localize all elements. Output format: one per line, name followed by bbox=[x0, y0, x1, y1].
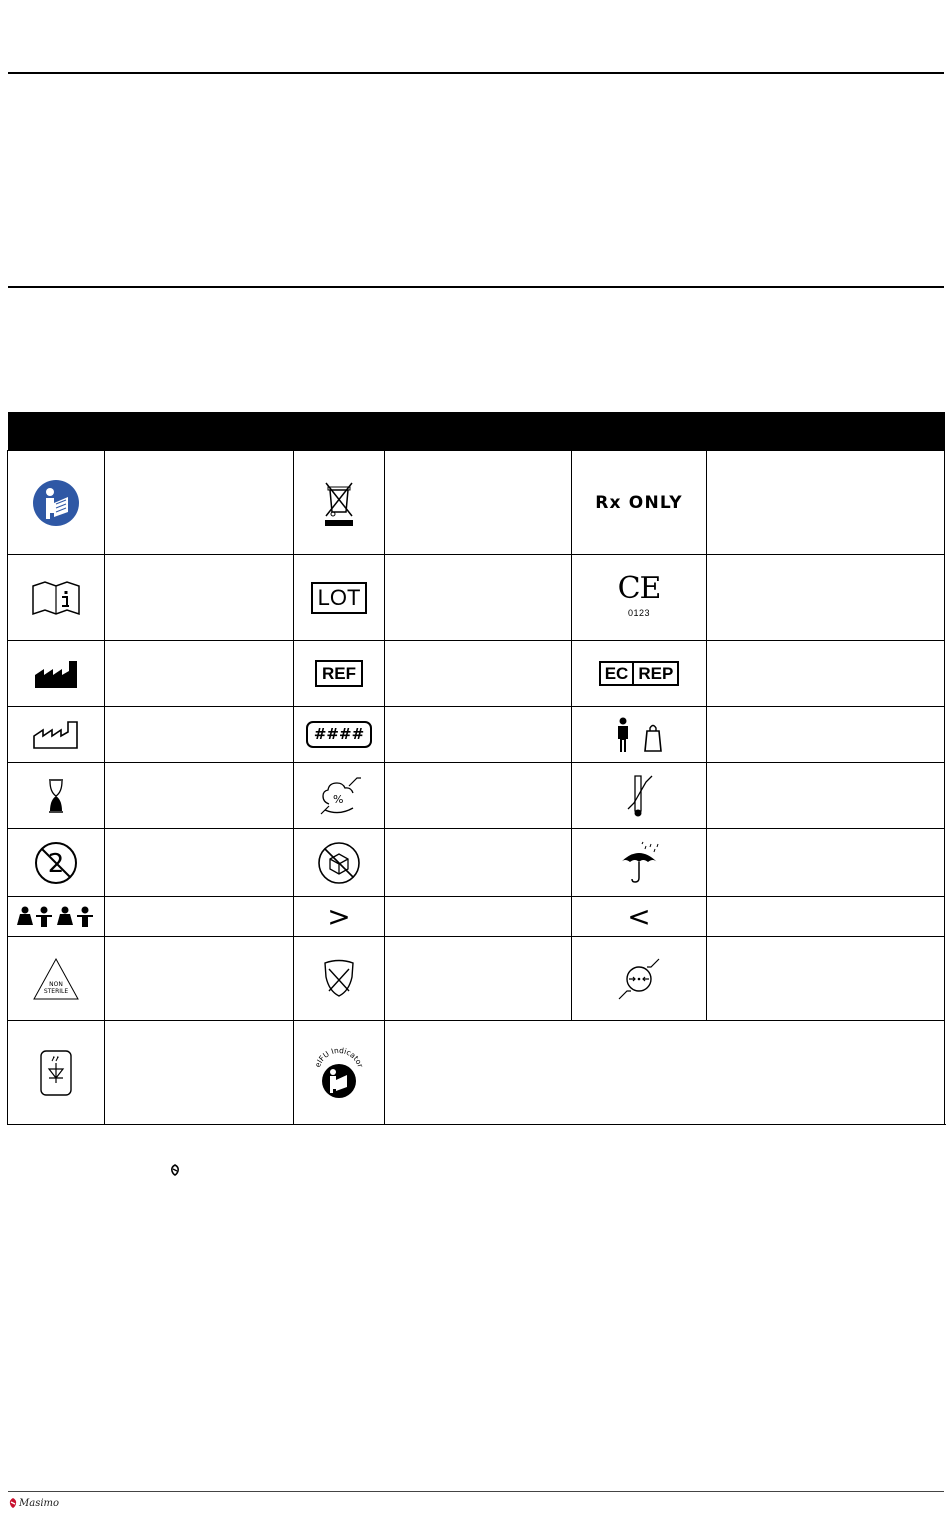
description-cell bbox=[105, 937, 294, 1021]
light-emitting-diode-icon bbox=[39, 1049, 73, 1097]
header-description-3 bbox=[707, 412, 945, 451]
symbols-table bbox=[7, 412, 945, 1125]
svg-text:%: % bbox=[333, 792, 344, 806]
humidity-limitation-icon bbox=[317, 774, 361, 818]
symbol-cell bbox=[572, 763, 707, 829]
description-cell bbox=[385, 451, 572, 555]
symbol-cell bbox=[294, 641, 385, 707]
symbol-cell bbox=[294, 707, 385, 763]
do-not-use-if-damaged-icon bbox=[316, 840, 362, 886]
rep-label: REP bbox=[632, 663, 677, 684]
masimo-logo-icon bbox=[8, 1497, 18, 1509]
description-cell bbox=[105, 1021, 294, 1125]
symbol-cell bbox=[8, 937, 105, 1021]
symbol-cell bbox=[8, 641, 105, 707]
symbol-cell bbox=[8, 707, 105, 763]
weee-bin-icon bbox=[319, 478, 359, 528]
description-cell bbox=[105, 829, 294, 897]
ce-mark bbox=[617, 570, 661, 621]
symbol-cell bbox=[294, 829, 385, 897]
header-description-1 bbox=[105, 412, 294, 451]
description-cell bbox=[105, 555, 294, 641]
table-row bbox=[8, 1021, 945, 1125]
symbol-cell bbox=[572, 555, 707, 641]
less-than-symbol: < bbox=[627, 899, 651, 933]
description-cell bbox=[105, 707, 294, 763]
date-of-manufacture-icon bbox=[32, 720, 80, 750]
symbol-cell bbox=[572, 937, 707, 1021]
follow-instructions-icon bbox=[32, 479, 80, 527]
masimo-logo-text: Masimo bbox=[19, 1497, 60, 1509]
non-sterile-icon bbox=[31, 956, 81, 1002]
table-row bbox=[8, 937, 945, 1021]
description-cell bbox=[707, 763, 945, 829]
table-row bbox=[8, 641, 945, 707]
lot-symbol: LOT bbox=[311, 582, 368, 614]
section-rule bbox=[8, 286, 944, 288]
not-made-with-latex-icon bbox=[322, 959, 356, 999]
patient-population-icon bbox=[16, 906, 96, 928]
symbol-cell bbox=[294, 763, 385, 829]
description-cell bbox=[707, 707, 945, 763]
symbol-cell bbox=[572, 451, 707, 555]
symbol-cell bbox=[572, 641, 707, 707]
ce-notified-body: 0123 bbox=[627, 607, 650, 618]
symbol-cell bbox=[294, 451, 385, 555]
temperature-limit-icon bbox=[622, 773, 656, 819]
description-cell bbox=[385, 937, 572, 1021]
description-cell bbox=[105, 897, 294, 937]
description-cell bbox=[385, 641, 572, 707]
patient-weight-icon bbox=[611, 717, 667, 753]
description-cell bbox=[707, 451, 945, 555]
symbol-cell bbox=[294, 937, 385, 1021]
manufacturer-icon bbox=[33, 659, 79, 689]
do-not-reuse-icon bbox=[33, 840, 79, 886]
table-row bbox=[8, 451, 945, 555]
description-cell bbox=[105, 641, 294, 707]
description-cell bbox=[385, 1021, 945, 1125]
header-description-2 bbox=[385, 412, 572, 451]
ce-mark-letters: CE bbox=[617, 570, 661, 606]
non-sterile-line1: NON bbox=[49, 980, 63, 988]
use-by-date-icon bbox=[46, 778, 66, 814]
table-row bbox=[8, 897, 945, 937]
symbol-cell bbox=[572, 897, 707, 937]
non-sterile-line2: STERILE bbox=[43, 987, 69, 995]
symbol-cell bbox=[8, 897, 105, 937]
symbol-cell bbox=[8, 829, 105, 897]
table-row bbox=[8, 829, 945, 897]
table-row bbox=[8, 555, 945, 641]
description-cell bbox=[707, 641, 945, 707]
symbol-cell bbox=[572, 707, 707, 763]
description-cell bbox=[707, 555, 945, 641]
top-rule bbox=[8, 72, 944, 74]
serial-number-symbol: #### bbox=[306, 721, 372, 748]
symbol-cell bbox=[8, 1021, 105, 1125]
description-cell bbox=[385, 707, 572, 763]
symbol-cell bbox=[294, 1021, 385, 1125]
eifu-indicator-icon bbox=[307, 1041, 371, 1105]
greater-than-symbol: > bbox=[327, 899, 351, 933]
description-cell bbox=[105, 451, 294, 555]
symbol-cell bbox=[294, 897, 385, 937]
masimo-mark-icon bbox=[170, 1163, 180, 1181]
description-cell bbox=[707, 937, 945, 1021]
keep-dry-icon bbox=[616, 840, 662, 886]
rx-only-label: Rx ONLY bbox=[595, 492, 683, 513]
description-cell bbox=[707, 897, 945, 937]
consult-instructions-icon bbox=[31, 580, 81, 616]
symbol-cell bbox=[8, 451, 105, 555]
masimo-logo bbox=[8, 1497, 59, 1509]
ec-label: EC bbox=[604, 664, 629, 683]
header-symbol-1 bbox=[8, 412, 105, 451]
ec-rep-symbol bbox=[599, 661, 680, 686]
description-cell bbox=[707, 829, 945, 897]
description-cell bbox=[105, 763, 294, 829]
header-symbol-2 bbox=[294, 412, 385, 451]
atmospheric-pressure-icon bbox=[617, 957, 661, 1001]
table-row bbox=[8, 707, 945, 763]
header-symbol-3 bbox=[572, 412, 707, 451]
description-cell bbox=[385, 897, 572, 937]
symbol-cell bbox=[572, 829, 707, 897]
description-cell bbox=[385, 555, 572, 641]
description-cell bbox=[385, 829, 572, 897]
table-header-row bbox=[8, 412, 945, 451]
symbol-cell bbox=[294, 555, 385, 641]
single-use-number: 2 bbox=[47, 848, 65, 879]
eifu-indicator-label: eIFU Indicator bbox=[312, 1045, 366, 1069]
footer-rule bbox=[8, 1491, 944, 1492]
symbol-cell bbox=[8, 763, 105, 829]
ref-symbol: REF bbox=[315, 660, 363, 687]
table-row bbox=[8, 763, 945, 829]
symbol-cell bbox=[8, 555, 105, 641]
description-cell bbox=[385, 763, 572, 829]
